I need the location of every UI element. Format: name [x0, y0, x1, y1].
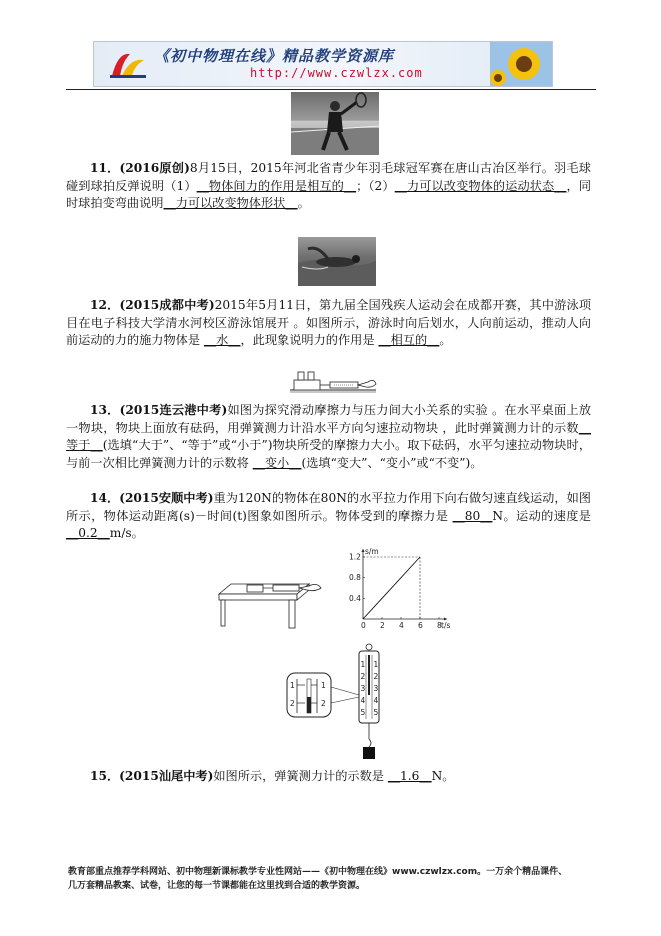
question-15: [66, 768, 591, 786]
question-text: 8月15日，2015年河北省青少年羽毛球冠军赛在唐山古冶区举行。羽毛球碰到球拍反弹说明（1）: [66, 161, 591, 193]
x-axis-unit: t/s: [441, 621, 451, 630]
banner-title: 《初中物理在线》精品教学资源库: [154, 47, 395, 65]
zoom-label-2: 2: [290, 699, 295, 708]
banner-url[interactable]: http://www.czwlzx.com: [250, 66, 423, 80]
x-tick-label: 8: [437, 621, 442, 630]
question-text: m/s。: [109, 526, 144, 541]
question-number: 12．: [90, 298, 120, 312]
answer-blank: __物体间力的作用是相互的__: [196, 178, 357, 193]
distance-time-line: [363, 557, 420, 619]
y-tick-label: 0.8: [349, 573, 361, 583]
question-number: 15．: [90, 769, 120, 783]
table-pull-figure: [217, 580, 327, 632]
footer: [68, 865, 608, 893]
question-number: 13．: [90, 403, 120, 417]
scale-label: 3: [373, 684, 379, 693]
question-text: N。运动的速度是: [492, 508, 591, 523]
friction-experiment-figure: [288, 368, 378, 396]
scale-label: 5: [360, 708, 366, 717]
zoom-label-1: 1: [321, 681, 326, 690]
x-tick-label: 2: [380, 621, 385, 630]
question-13: [66, 402, 591, 472]
zoom-label-1: 1: [290, 681, 295, 690]
answer-blank: __80__: [452, 508, 493, 523]
answer-blank: __力可以改变物体的运动状态__: [394, 178, 567, 193]
question-number: 11．: [90, 161, 120, 175]
question-text: (选填“大于”、“等于”或“小于”)物块所受的摩擦力大小。取下砝码，水平匀速拉动物块时，与前一次相比弹簧测力计的示数将: [66, 438, 592, 470]
scale-label: 4: [373, 696, 379, 705]
sunflower-icon: [490, 42, 552, 86]
answer-blank: __变小__: [252, 455, 302, 470]
question-text: ；（2）: [356, 178, 395, 193]
y-tick-label: 1.2: [349, 552, 361, 562]
answer-blank: __等于__: [66, 420, 591, 453]
answer-blank: __相互的__: [378, 333, 440, 348]
question-text: 。: [439, 333, 452, 348]
site-logo-icon: [108, 48, 148, 80]
question-text: 如图为探究滑动摩擦力与压力间大小关系的实验 。在水平桌面上放一物块，物块上面放有砝码，用弹簧测力计沿水平方向匀速拉动物块 ，此时弹簧测力计的示数: [66, 403, 592, 435]
answer-blank: __1.6__: [387, 769, 432, 783]
spring-scale-figure: [283, 643, 383, 763]
scale-label: 2: [360, 672, 366, 681]
answer-blank: __水__: [203, 333, 241, 348]
scale-label: 3: [360, 684, 366, 693]
scale-label: 2: [373, 672, 379, 681]
question-11: [66, 160, 591, 213]
question-source: (2015安顺中考): [119, 491, 214, 505]
question-source: (2015连云港中考): [119, 403, 228, 417]
question-source: (2016原创): [119, 161, 190, 175]
question-text: 。: [297, 196, 310, 211]
zoom-label-2: 2: [321, 699, 326, 708]
question-source: (2015成都中考): [119, 298, 215, 312]
answer-blank: __力可以改变物体形状__: [163, 196, 298, 211]
scale-label: 1: [360, 660, 366, 669]
footer-line: 几万套精品教案、试卷，让您的每一节课都能在这里找到合适的教学资源。: [68, 881, 366, 891]
scale-label: 1: [373, 660, 379, 669]
x-tick-label: 4: [399, 621, 404, 630]
question-14: [66, 490, 591, 543]
footer-line: 教育部重点推荐学科网站、初中物理新课标教学专业性网站——《初中物理在线》www.czwlzx.com。一万余个精品课件、: [68, 867, 568, 877]
x-tick-label: 0: [361, 621, 366, 630]
question-text: 如图所示，弹簧测力计的示数是: [213, 769, 388, 783]
graph-line-layer: [363, 557, 420, 619]
badminton-photo: [291, 92, 379, 155]
question-text: 重为120N的物体在80N的水平拉力作用下向右做匀速直线运动，如图所示，物体运动距离(s)－时间(t)图象如图所示。物体受到的摩擦力是: [66, 491, 591, 523]
scale-label: 5: [373, 708, 379, 717]
question-12: [66, 297, 591, 350]
answer-blank: __0.2__: [66, 526, 110, 541]
y-axis-unit: s/m: [365, 547, 379, 556]
scale-label: 4: [360, 696, 366, 705]
header-banner: [93, 41, 553, 87]
x-tick-label: 6: [418, 621, 423, 630]
graph-axes: [362, 549, 448, 621]
distance-time-graph: [335, 547, 455, 633]
question-text: ，此现象说明力的作用是: [240, 333, 379, 348]
question-text: N。: [431, 769, 455, 783]
y-tick-label: 0.4: [349, 593, 361, 603]
swimming-photo: [298, 237, 376, 286]
question-text: 2015年5月11日，第九届全国残疾人运动会在成都开赛，其中游泳项目在电子科技大学清水河校区游泳馆展开 。如图所示，游泳时向后划水，人向前运动，推动人向前运动的力的施力物体是: [66, 298, 592, 348]
question-source: (2015汕尾中考): [119, 769, 214, 783]
question-text: (选填“变大”、“变小”或“不变”)。: [301, 455, 483, 470]
question-text: ，同时球拍变弯曲说明: [66, 178, 592, 211]
header-divider: [66, 89, 596, 90]
question-number: 14．: [90, 491, 120, 505]
